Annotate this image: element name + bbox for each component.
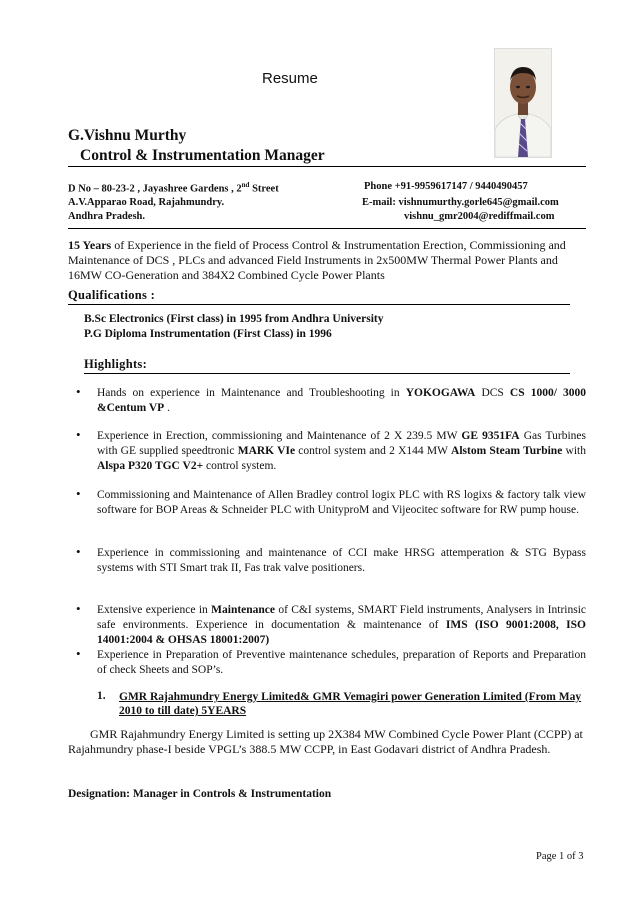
email-secondary: vishnu_gmr2004@rediffmail.com: [404, 211, 555, 222]
highlight-item: Experience in commissioning and maintenance of CCI make HRSG attemperation & STG Bypass systems with STI Smart trak II, Fas trak valve positioners.: [97, 547, 586, 574]
qualification-item: B.Sc Electronics (First class) in 1995 from Andhra University: [84, 313, 384, 325]
job-designation: Designation: Manager in Controls & Instrumentation: [68, 788, 332, 800]
header-divider: [68, 166, 586, 167]
qualifications-heading: Qualifications :: [68, 288, 570, 305]
job-title: GMR Rajahmundry Energy Limited& GMR Vemagiri power Generation Limited (From May 2010 to till date) 5YEARS: [119, 691, 582, 717]
address-line-2: A.V.Apparao Road, Rajahmundry.: [68, 197, 225, 208]
candidate-role: Control & Instrumentation Manager: [80, 147, 325, 164]
highlight-item: Commissioning and Maintenance of Allen Bradley control logix PLC with RS logixs & factory talk view software for BOP Areas & Schneider PLC with UnityproM and Vijeocitec software for RW pump house.: [97, 489, 586, 516]
address-line-3: Andhra Pradesh.: [68, 211, 146, 222]
experience-summary: 15 Years of Experience in the field of Process Control & Instrumentation Erection, Commissioning and Maintenance of DCS , PLCs and advanced Field Instruments in 2x500MW Thermal Power Plants and 16MW CO-Generation and 384X2 Combined Cycle Power Plants: [68, 238, 566, 282]
bullet-icon: •: [76, 601, 81, 616]
highlight-item: Experience in Erection, commissioning and Maintenance of 2 X 239.5 MW GE 9351FA Gas Turbines with GE supplied speedtronic MARK VIe control system and 2 X144 MW Alstom Steam Turbine with Alspa P320 TGC V2+ control system.: [97, 430, 587, 472]
highlight-item: Hands on experience in Maintenance and Troubleshooting in YOKOGAWA DCS CS 1000/ 3000 &Centum VP .: [97, 387, 586, 414]
bullet-icon: •: [76, 486, 81, 501]
highlights-heading: Highlights:: [84, 357, 570, 374]
page-number: Page 1 of 3: [536, 851, 584, 862]
email-primary: E-mail: vishnumurthy.gorle645@gmail.com: [362, 197, 559, 208]
document-title: Resume: [262, 70, 318, 87]
bullet-icon: •: [76, 384, 81, 399]
contact-divider: [68, 228, 586, 229]
highlight-item: Extensive experience in Maintenance of C&I systems, SMART Field instruments, Analysers in Intrinsic safe environments. Experience in documentation & maintenance of IMS (ISO 9001:2008, ISO 14001:2004 & OHSAS 18001:2007): [97, 604, 586, 646]
highlight-item: Experience in Preparation of Preventive maintenance schedules, preparation of Reports and Preparation of check Sheets and SOP’s.: [97, 649, 586, 676]
phone-number: Phone +91-9959617147 / 9440490457: [364, 181, 528, 192]
address-line-1: D No – 80-23-2 , Jayashree Gardens , 2nd Street: [68, 181, 279, 195]
qualification-item: P.G Diploma Instrumentation (First Class) in 1996: [84, 328, 332, 340]
bullet-icon: •: [76, 646, 81, 661]
profile-photo: [494, 48, 552, 158]
candidate-name: G.Vishnu Murthy: [68, 127, 187, 144]
job-number: 1.: [97, 690, 106, 702]
bullet-icon: •: [76, 427, 81, 442]
bullet-icon: •: [76, 544, 81, 559]
job-description: GMR Rajahmundry Energy Limited is setting up 2X384 MW Combined Cycle Power Plant (CCPP) at Rajahmundry phase-I beside VPGL’s 388.5 MW CCPP, in East Godavari district of Andhra Pradesh.: [68, 727, 583, 756]
